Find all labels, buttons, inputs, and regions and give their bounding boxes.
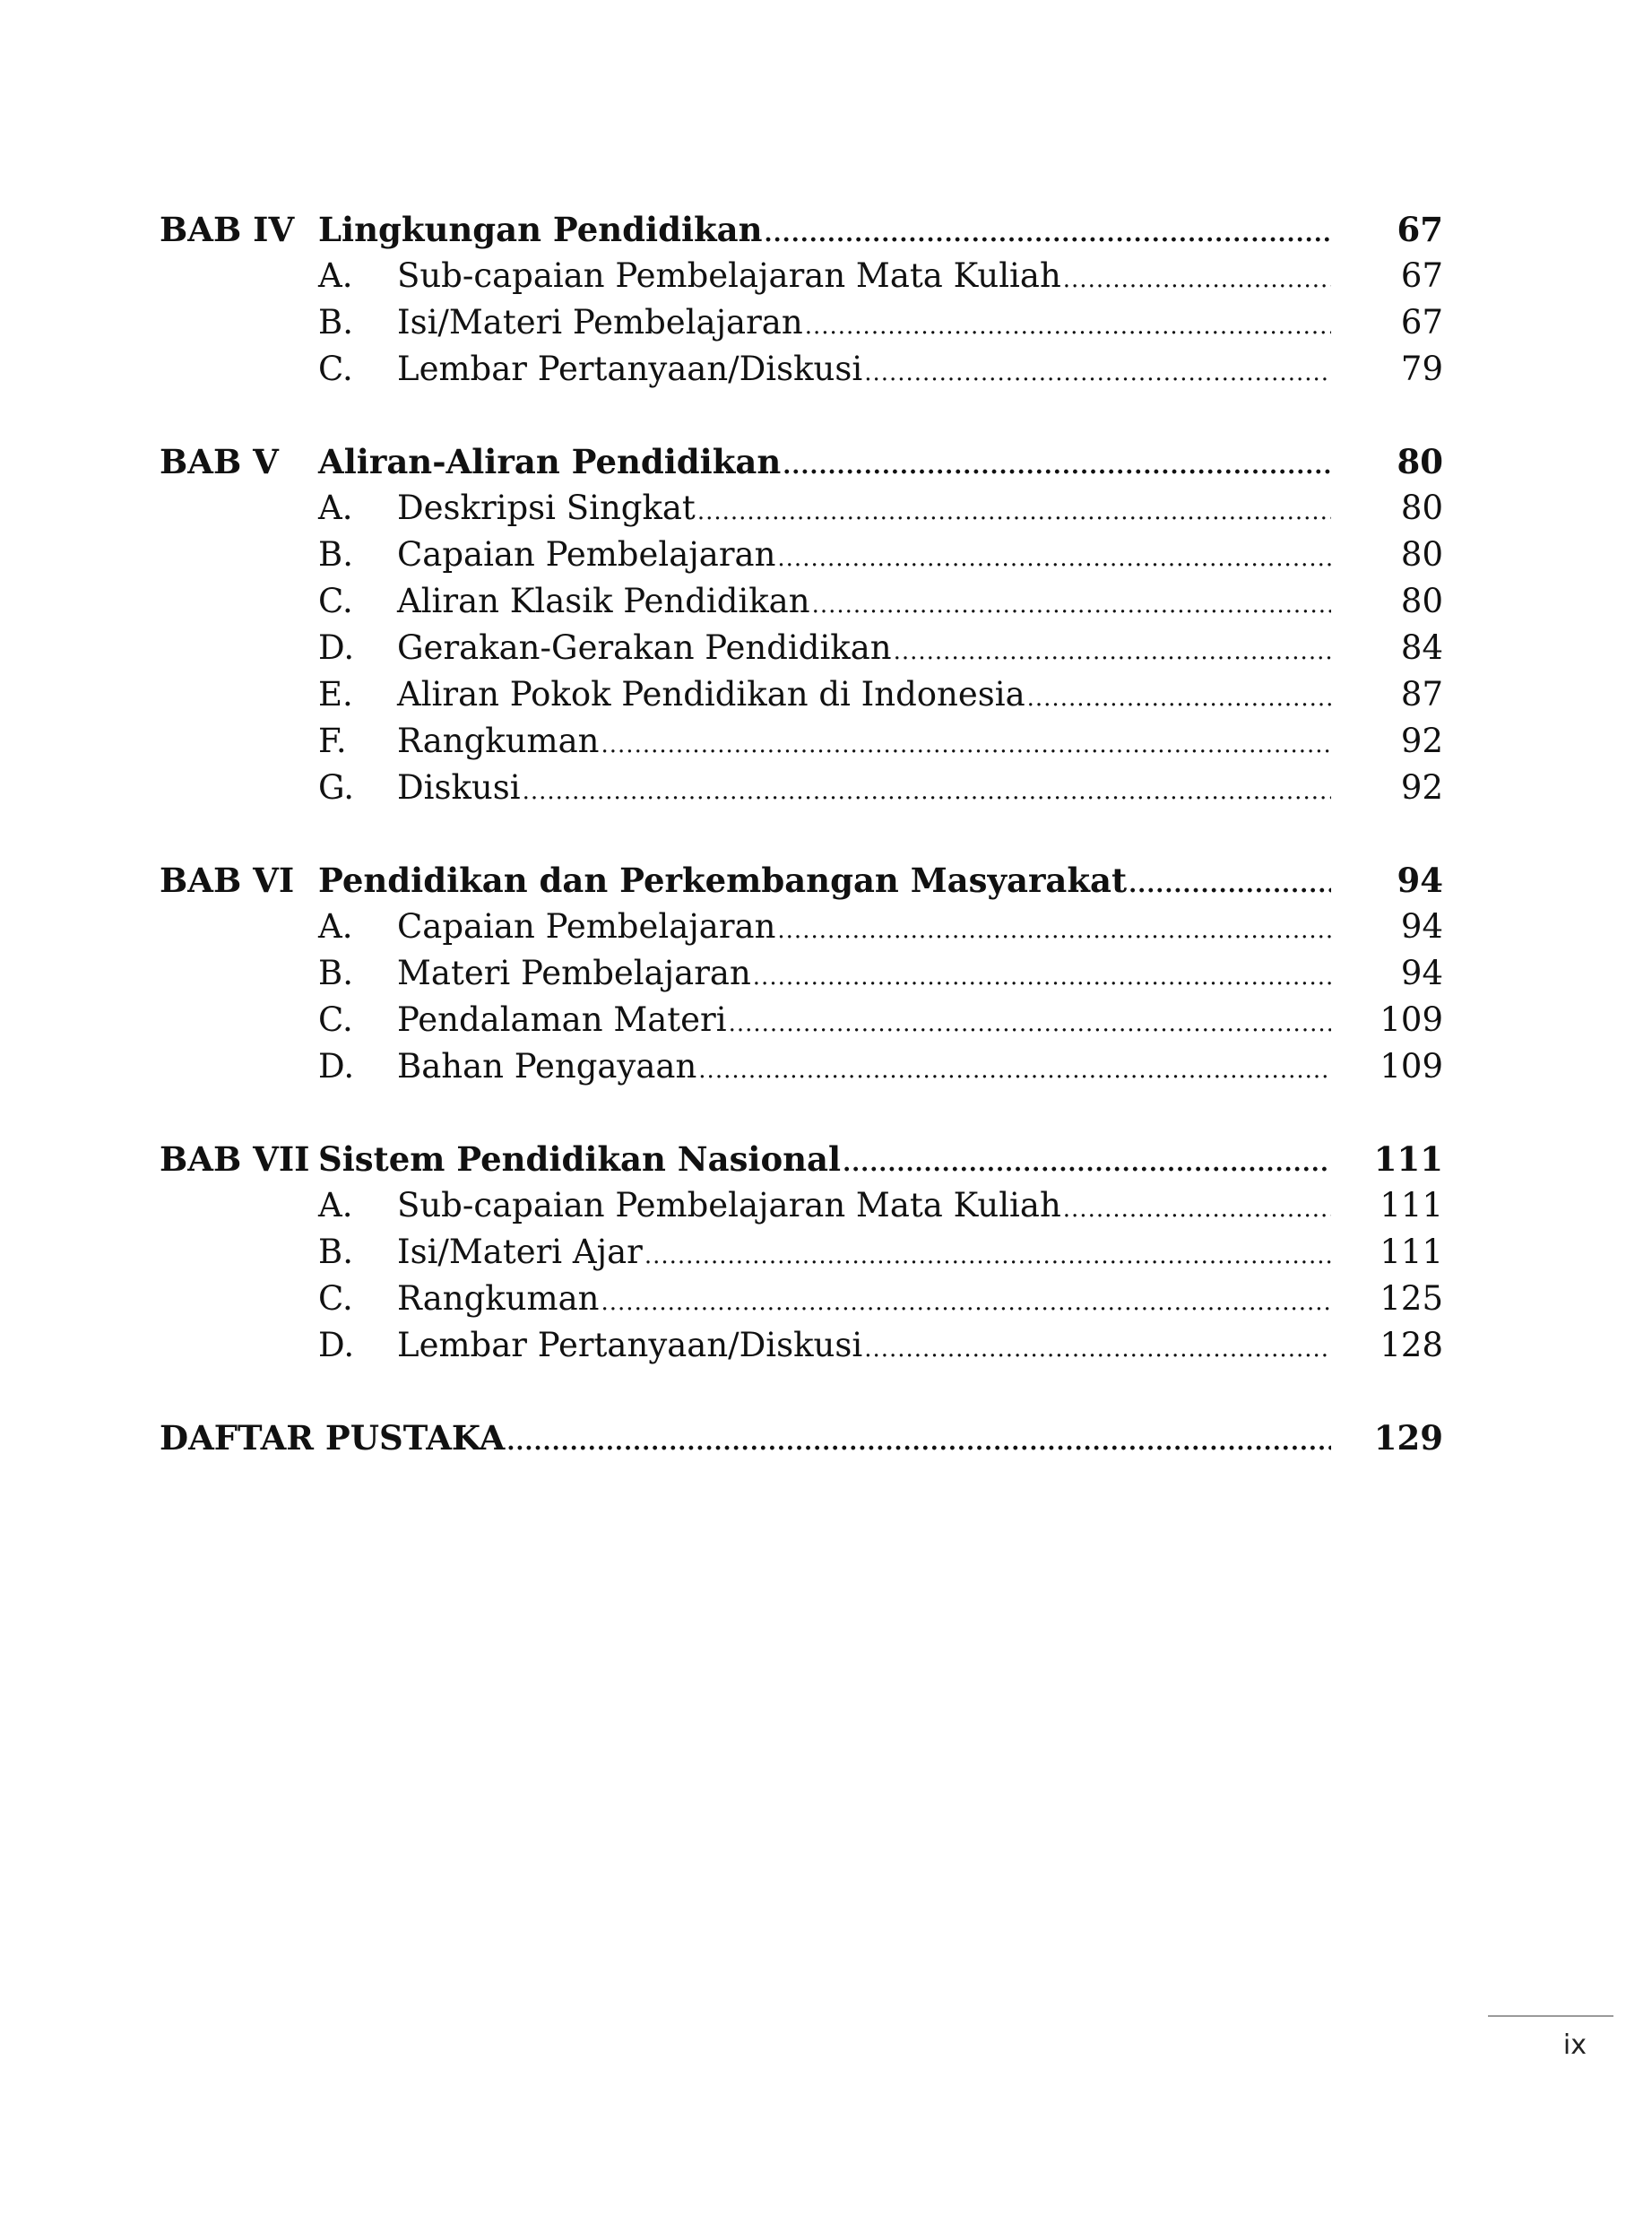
item-title: Bahan Pengayaan: [397, 1047, 697, 1086]
dot-leader: [601, 722, 1331, 768]
item-page: 111: [1380, 1233, 1443, 1271]
chapter-page: 111: [1373, 1139, 1443, 1179]
dot-leader: [864, 350, 1331, 396]
dot-leader: [777, 907, 1331, 954]
item-letter: A.: [318, 489, 353, 527]
bibliography-page: 129: [1373, 1418, 1443, 1458]
item-page: 111: [1380, 1186, 1443, 1224]
bibliography-entry: [160, 1415, 1443, 1461]
toc-item[interactable]: [160, 904, 1443, 950]
item-title: Lembar Pertanyaan/Diskusi: [397, 1326, 863, 1364]
dot-leader: [506, 1419, 1331, 1466]
item-letter: F.: [318, 722, 347, 760]
toc-item[interactable]: [160, 1043, 1443, 1090]
item-title: Diskusi: [397, 768, 521, 807]
item-letter: B.: [318, 303, 353, 342]
item-page: 92: [1400, 768, 1443, 807]
item-title: Isi/Materi Ajar: [397, 1233, 643, 1271]
item-title: Lembar Pertanyaan/Diskusi: [397, 350, 863, 388]
toc-item[interactable]: [160, 671, 1443, 718]
item-page: 80: [1400, 582, 1443, 620]
toc-item[interactable]: [160, 997, 1443, 1043]
dot-leader: [812, 582, 1331, 628]
toc-item[interactable]: [160, 625, 1443, 671]
toc-item[interactable]: [160, 1276, 1443, 1322]
page-number: ix: [1562, 2029, 1587, 2061]
dot-leader: [1063, 256, 1331, 303]
toc-item[interactable]: [160, 578, 1443, 625]
dot-leader: [601, 1279, 1331, 1326]
toc-item[interactable]: [160, 1182, 1443, 1229]
item-letter: D.: [318, 1326, 355, 1364]
chapter-label: BAB V: [160, 442, 279, 481]
toc-item[interactable]: [160, 1229, 1443, 1276]
item-title: Materi Pembelajaran: [397, 954, 751, 992]
item-letter: D.: [318, 628, 355, 667]
item-title: Capaian Pembelajaran: [397, 907, 776, 946]
item-letter: C.: [318, 1279, 353, 1318]
chapter-heading[interactable]: [160, 438, 1443, 485]
item-page: 94: [1400, 907, 1443, 946]
table-of-contents: [160, 206, 1443, 1507]
item-page: 67: [1400, 256, 1443, 295]
chapter-page: 94: [1397, 861, 1443, 900]
toc-item[interactable]: [160, 299, 1443, 346]
item-title: Pendalaman Materi: [397, 1000, 727, 1039]
item-letter: C.: [318, 582, 353, 620]
toc-item[interactable]: [160, 485, 1443, 532]
item-page: 80: [1400, 489, 1443, 527]
item-page: 79: [1400, 350, 1443, 388]
chapter-label: BAB VII: [160, 1139, 310, 1179]
item-letter: C.: [318, 1000, 353, 1039]
chapter-title: Pendidikan dan Perkembangan Masyarakat: [318, 861, 1128, 900]
dot-leader: [753, 954, 1331, 1000]
item-letter: B.: [318, 954, 353, 992]
item-page: 128: [1380, 1326, 1443, 1364]
item-title: Isi/Materi Pembelajaran: [397, 303, 803, 342]
item-page: 84: [1400, 628, 1443, 667]
item-letter: B.: [318, 1233, 353, 1271]
chapter-page: 67: [1397, 210, 1443, 249]
item-page: 125: [1380, 1279, 1443, 1318]
chapter-title: Aliran-Aliran Pendidikan: [318, 442, 782, 481]
item-letter: A.: [318, 256, 353, 295]
dot-leader: [777, 535, 1331, 582]
item-page: 87: [1400, 675, 1443, 714]
dot-leader: [805, 303, 1331, 350]
dot-leader: [894, 628, 1331, 675]
toc-item[interactable]: [160, 718, 1443, 765]
dot-leader: [697, 489, 1331, 535]
item-page: 109: [1380, 1000, 1443, 1039]
item-title: Sub-capaian Pembelajaran Mata Kuliah: [397, 256, 1061, 295]
dot-leader: [1063, 1186, 1331, 1233]
chapter-heading[interactable]: [160, 857, 1443, 904]
item-letter: A.: [318, 907, 353, 946]
item-letter: C.: [318, 350, 353, 388]
item-title: Capaian Pembelajaran: [397, 535, 776, 574]
dot-leader: [1027, 675, 1331, 722]
footer-rule: [1488, 2015, 1613, 2017]
dot-leader: [644, 1233, 1331, 1279]
item-page: 67: [1400, 303, 1443, 342]
item-letter: A.: [318, 1186, 353, 1224]
item-page: 109: [1380, 1047, 1443, 1086]
chapter-bab-vii: [160, 1136, 1443, 1369]
bibliography-heading[interactable]: [160, 1415, 1443, 1461]
item-page: 80: [1400, 535, 1443, 574]
item-title: Gerakan-Gerakan Pendidikan: [397, 628, 892, 667]
dot-leader: [783, 443, 1331, 489]
item-title: Rangkuman: [397, 722, 600, 760]
toc-item[interactable]: [160, 1322, 1443, 1369]
item-letter: D.: [318, 1047, 355, 1086]
item-title: Rangkuman: [397, 1279, 600, 1318]
toc-item[interactable]: [160, 346, 1443, 393]
item-letter: G.: [318, 768, 354, 807]
item-letter: B.: [318, 535, 353, 574]
item-title: Deskripsi Singkat: [397, 489, 696, 527]
dot-leader: [729, 1000, 1331, 1047]
dot-leader: [843, 1140, 1331, 1187]
chapter-heading[interactable]: [160, 206, 1443, 253]
chapter-bab-iv: [160, 206, 1443, 393]
chapter-bab-vi: [160, 857, 1443, 1090]
item-letter: E.: [318, 675, 353, 714]
dot-leader: [698, 1047, 1331, 1094]
chapter-title: Sistem Pendidikan Nasional: [318, 1139, 842, 1179]
chapter-page: 80: [1397, 442, 1443, 481]
chapter-title: Lingkungan Pendidikan: [318, 210, 763, 249]
dot-leader: [1129, 861, 1331, 908]
bibliography-title: DAFTAR PUSTAKA: [160, 1418, 506, 1458]
toc-item[interactable]: [160, 765, 1443, 811]
dot-leader: [864, 1326, 1331, 1372]
toc-item[interactable]: [160, 532, 1443, 578]
item-title: Aliran Pokok Pendidikan di Indonesia: [397, 675, 1025, 714]
chapter-bab-v: [160, 438, 1443, 811]
chapter-label: BAB VI: [160, 861, 295, 900]
item-page: 94: [1400, 954, 1443, 992]
chapter-label: BAB IV: [160, 210, 295, 249]
item-title: Sub-capaian Pembelajaran Mata Kuliah: [397, 1186, 1061, 1224]
item-page: 92: [1400, 722, 1443, 760]
chapter-heading[interactable]: [160, 1136, 1443, 1182]
toc-item[interactable]: [160, 950, 1443, 997]
dot-leader: [765, 211, 1331, 257]
toc-item[interactable]: [160, 253, 1443, 299]
dot-leader: [523, 768, 1331, 815]
item-title: Aliran Klasik Pendidikan: [397, 582, 810, 620]
